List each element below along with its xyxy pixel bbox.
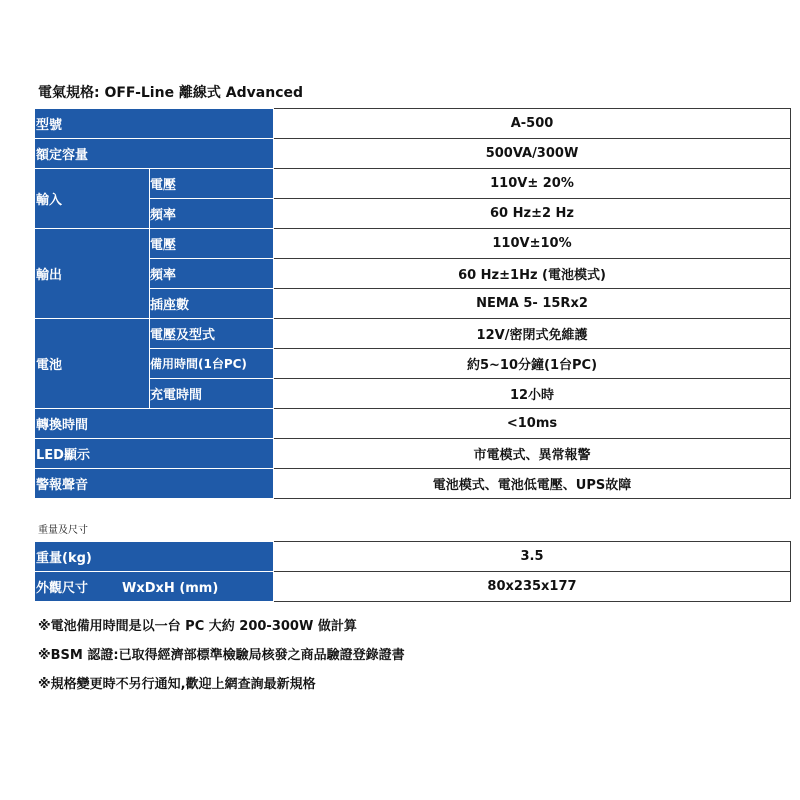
dimensions-value: 80x235x177	[274, 572, 791, 602]
capacity-label: 額定容量	[36, 139, 274, 169]
battery-type-value: 12V/密閉式免維護	[274, 319, 791, 349]
table-row	[36, 379, 791, 409]
output-voltage-value: 110V±10%	[274, 229, 791, 259]
table-row	[36, 139, 791, 169]
capacity-value: 500VA/300W	[274, 139, 791, 169]
table-row	[36, 542, 791, 572]
dimensions-unit: WxDxH (mm)	[122, 581, 219, 596]
input-frequency-value: 60 Hz±2 Hz	[274, 199, 791, 229]
table-row	[36, 169, 791, 199]
output-outlets-value: NEMA 5- 15Rx2	[274, 289, 791, 319]
output-label: 輸出	[36, 229, 150, 319]
output-frequency-label: 頻率	[150, 259, 274, 289]
table-row	[36, 289, 791, 319]
size-section-title: 重量及尺寸	[38, 525, 88, 536]
output-outlets-label: 插座數	[150, 289, 274, 319]
input-frequency-label: 頻率	[150, 199, 274, 229]
input-label: 輸入	[36, 169, 150, 229]
note-item: ※規格變更時不另行通知,歡迎上網查詢最新規格	[38, 677, 316, 692]
battery-charge-value: 12小時	[274, 379, 791, 409]
table-row	[36, 409, 791, 439]
alarm-sound-value: 電池模式、電池低電壓、UPS故障	[274, 469, 791, 499]
battery-backup-value: 約5~10分鐘(1台PC)	[274, 349, 791, 379]
battery-type-label: 電壓及型式	[150, 319, 274, 349]
model-value: A-500	[274, 109, 791, 139]
weight-value: 3.5	[274, 542, 791, 572]
battery-backup-label: 備用時間(1台PC)	[150, 349, 274, 379]
table-row	[36, 349, 791, 379]
led-display-label: LED顯示	[36, 439, 274, 469]
table-row	[36, 229, 791, 259]
output-frequency-value: 60 Hz±1Hz (電池模式)	[274, 259, 791, 289]
alarm-sound-label: 警報聲音	[36, 469, 274, 499]
transfer-time-label: 轉換時間	[36, 409, 274, 439]
note-item: ※BSM 認證:已取得經濟部標準檢驗局核發之商品驗證登錄證書	[38, 648, 405, 663]
table-row	[36, 469, 791, 499]
input-voltage-label: 電壓	[150, 169, 274, 199]
battery-charge-label: 充電時間	[150, 379, 274, 409]
spec-section-title: 電氣規格: OFF-Line 離線式 Advanced	[38, 85, 304, 101]
table-row	[36, 572, 791, 602]
notes-list	[38, 614, 405, 701]
led-display-value: 市電模式、異常報警	[274, 439, 791, 469]
output-voltage-label: 電壓	[150, 229, 274, 259]
table-row	[36, 259, 791, 289]
transfer-time-value: <10ms	[274, 409, 791, 439]
size-table	[35, 541, 791, 602]
table-row	[36, 439, 791, 469]
input-voltage-value: 110V± 20%	[274, 169, 791, 199]
spec-table	[35, 108, 791, 499]
note-item: ※電池備用時間是以一台 PC 大約 200-300W 做計算	[38, 619, 357, 634]
table-row	[36, 109, 791, 139]
table-row	[36, 319, 791, 349]
model-label: 型號	[36, 109, 274, 139]
battery-label: 電池	[36, 319, 150, 409]
dimensions-label: 外觀尺寸	[36, 581, 89, 596]
table-row	[36, 199, 791, 229]
weight-label: 重量(kg)	[36, 542, 274, 572]
dimensions-label-cell	[36, 572, 274, 602]
